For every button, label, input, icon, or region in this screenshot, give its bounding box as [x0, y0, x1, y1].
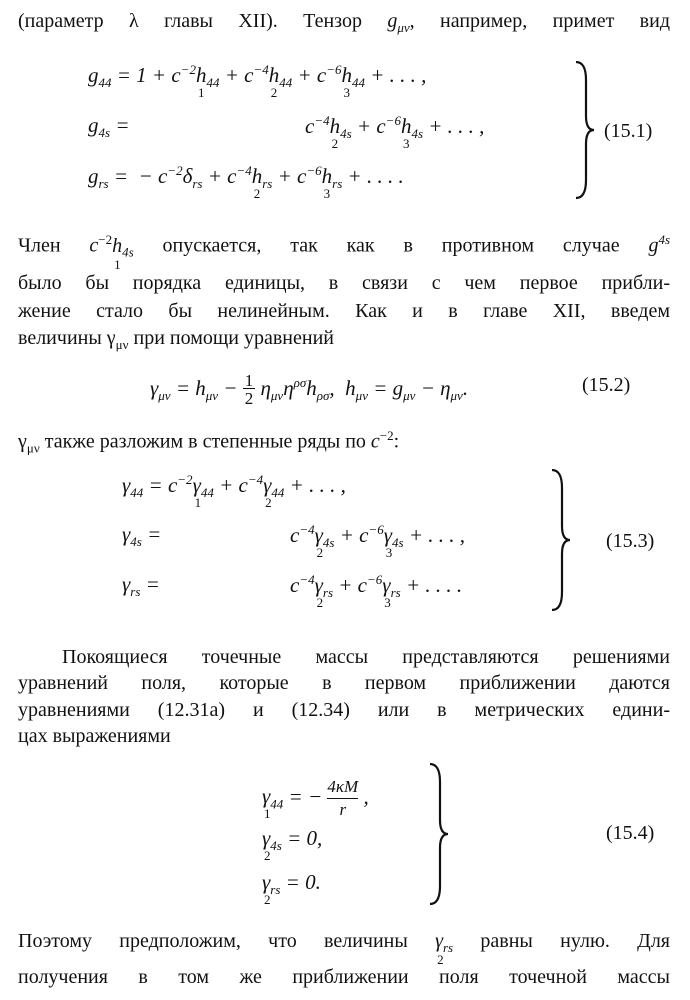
- text-line-10: цах выражениями: [18, 725, 171, 747]
- equation-number-15-3: (15.3): [606, 530, 655, 552]
- text-line-12: получения в том же приближении поля точечной массы: [18, 966, 670, 988]
- text-line-1: (параметр λ главы XII). Тензор $g_{\mu\nu}$, например, примет вид: [18, 10, 670, 35]
- text-line-6: $\gamma_{\mu\nu}$ также разложим в степенные ряды по $c^{-2}$:: [18, 428, 400, 456]
- equation-number-15-4: (15.4): [606, 822, 655, 844]
- right-brace-15-3: [548, 468, 572, 612]
- equation-15-1-line-2: $g_{4s}$ =: [88, 113, 130, 141]
- text-line-5: величины $\gamma_{\mu\nu}$ при помощи уравнений: [18, 327, 334, 352]
- text-line-4: жение стало бы нелинейным. Как и в главе XII, введем: [18, 300, 670, 322]
- right-brace-15-1: [572, 60, 596, 200]
- equation-15-1-line-2-rhs: $c^{-4}h$ 2 $_{4s} + c^{-6}h$ 3 $_{4s}$ + . . . ,: [305, 113, 485, 151]
- equation-15-1-line-1: $g_{44} = 1 + c^{-2}h$ 1 $_{44} + c^{-4}h$ 2 $_{44} + c^{-6}h$ 3 $_{44}$ + . . . ,: [88, 62, 427, 100]
- equation-15-1-line-3: $g_{rs}$ = − $c^{-2}\delta_{rs} + c^{-4}h$ 2 $_{rs} + c^{-6}h$ 3 $_{rs}$ + . . . .: [88, 163, 404, 201]
- equation-15-3-line-2: $\gamma_{4s}$ =: [122, 522, 162, 550]
- equation-15-4-line-2: γ 2 $_{4s}$ = 0,: [262, 826, 323, 863]
- text-line-3: было бы порядка единицы, в связи с чем первое прибли-: [18, 272, 670, 294]
- equation-15-3-line-3: $\gamma_{rs}$ =: [122, 572, 160, 600]
- text-line-11: Поэтому предположим, что величины γ 2 $_{rs}$ равны нулю. Для: [18, 930, 670, 967]
- equation-15-3-line-1: $\gamma_{44} = c^{-2}\gamma$ 1 $_{44} + c^{-4}\gamma$ 2 $_{44}$ + . . . ,: [122, 472, 346, 510]
- equation-15-3-line-2-rhs: $c^{-4}\gamma$ 2 $_{4s} + c^{-6}\gamma$ 3 $_{4s}$ + . . . ,: [290, 522, 465, 560]
- text-line-9: уравнениями (12.31a) и (12.34) или в метрических едини-: [18, 699, 670, 721]
- equation-15-3-line-3-rhs: $c^{-4}\gamma$ 2 $_{rs} + c^{-6}\gamma$ 3 $_{rs}$ + . . . .: [290, 572, 463, 610]
- equation-15-2: $\gamma_{\mu\nu} = h_{\mu\nu} - 1$ 2 $\eta_{\mu\nu}\eta^{\rho\sigma}h_{\rho\sigma}$, $h_{\mu\nu} = g_{\mu\nu} - \eta_{\mu\nu}$.: [150, 371, 469, 408]
- equation-15-4-line-3: γ 2 $_{rs}$ = 0.: [262, 870, 321, 907]
- equation-number-15-1: (15.1): [604, 120, 653, 142]
- equation-15-4-line-1: γ 1 $_{44}$ = − $\frac{4\kappa M}{r}$ ,: [262, 777, 369, 822]
- text-line-7: Покоящиеся точечные массы представляются решениями: [62, 646, 670, 668]
- text-line-8: уравнений поля, которые в первом приближении даются: [18, 672, 670, 694]
- equation-number-15-2: (15.2): [582, 374, 631, 396]
- right-brace-15-4: [426, 762, 450, 906]
- text-line-2: Член $c^{-2}h$ 1 $_{4s}$ опускается, так как в противном случае $g^{4s}$: [18, 232, 670, 272]
